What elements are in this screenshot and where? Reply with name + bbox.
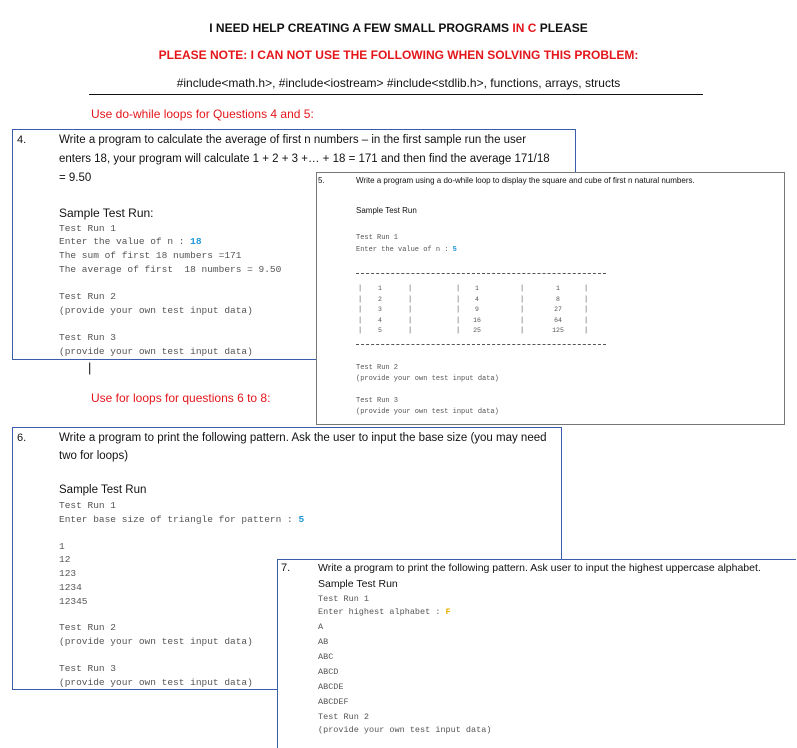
table-separator: | [456,306,461,314]
table-cell: 25 [473,327,481,334]
table-cell: 64 [554,316,562,324]
average-output: The average of first 18 numbers = 9.50 [59,264,282,275]
table-cell: 3 [378,306,382,313]
question-4-text: Write a program to calculate the average of first n numbers – in the first sample run the user [59,134,527,146]
table-border [356,273,606,274]
table-cell: 5 [378,327,382,334]
pattern-line: ABCDEF [318,697,349,707]
question-6-text: two for loops) [59,450,129,462]
table-cell: 16 [473,316,481,324]
prompt-line: Enter base size of triangle for pattern : 5 [59,514,305,525]
pattern-line: 1234 [59,582,82,593]
question-4-text: enters 18, your program will calculate 1 + 2 + 3 +… + 18 = 171 and then find the average 171/18 [59,153,550,165]
test-run-label: Test Run 1 [59,223,117,234]
test-run-label: Test Run 2 [318,712,370,722]
text-cursor: | [88,360,92,375]
table-separator: | [408,327,413,335]
test-run-label: Test Run 1 [318,594,370,604]
sample-title: Sample Test Run [59,484,147,496]
table-cell: 9 [475,306,479,313]
test-run-note: (provide your own test input data) [318,725,492,735]
forbidden-includes: #include<math.h>, #include<iostream> #include<stdlib.h>, functions, arrays, structs [176,76,621,90]
question-5-number: 5. [318,176,325,185]
test-run-note: (provide your own test input data) [356,408,499,416]
table-separator: | [408,306,413,314]
page-title: I NEED HELP CREATING A FEW SMALL PROGRAMS IN C PLEASE [209,21,588,35]
table-separator: | [456,285,461,293]
pattern-line: ABCDE [318,682,344,692]
test-run-note: (provide your own test input data) [356,375,499,383]
table-cell: 1 [378,285,382,292]
test-run-label: Test Run 2 [59,622,117,633]
table-separator: | [584,316,589,325]
table-cell: 125 [552,327,564,334]
table-separator: | [584,285,589,293]
prompt-line: Enter the value of n : 18 [59,236,202,247]
table-separator: | [520,327,525,335]
table-separator: | [520,295,525,304]
pattern-line: 12 [59,554,71,565]
table-separator: | [408,285,413,293]
test-run-label: Test Run 3 [356,397,399,405]
table-cell: 8 [556,295,560,303]
question-4-text: = 9.50 [59,172,92,184]
divider [89,94,703,95]
table-separator: | [584,327,589,335]
table-border [356,344,606,345]
pattern-line: 123 [59,568,77,579]
question-6-text: Write a program to print the following pattern. Ask the user to input the base size (you may need [59,432,547,444]
table-separator: | [408,316,413,325]
table-separator: | [456,327,461,335]
test-run-label: Test Run 1 [356,234,399,242]
table-separator: | [358,306,363,314]
question-7-text: Write a program to print the following pattern. Ask user to input the highest uppercase alphabet. [318,562,761,574]
table-separator: | [358,285,363,293]
pattern-line: 12345 [59,596,88,607]
table-separator: | [520,306,525,314]
table-separator: | [456,316,461,325]
table-separator: | [456,295,461,304]
sample-title: Sample Test Run: [59,206,154,220]
table-separator: | [520,316,525,325]
restriction-note: PLEASE NOTE: I CAN NOT USE THE FOLLOWING WHEN SOLVING THIS PROBLEM: [158,48,639,62]
question-5-text: Write a program using a do-while loop to display the square and cube of first n natural numbers. [356,176,695,185]
question-4-number: 4. [17,134,27,146]
dowhile-note: Use do-while loops for Questions 4 and 5: [91,107,314,121]
test-run-note: (provide your own test input data) [59,677,253,688]
table-separator: | [358,295,363,304]
table-separator: | [358,327,363,335]
table-cell: 2 [378,295,382,303]
pattern-line: A [318,622,324,632]
test-run-label: Test Run 3 [59,663,117,674]
prompt-line: Enter highest alphabet : F [318,607,451,617]
pattern-line: 1 [59,541,65,552]
table-separator: | [584,306,589,314]
test-run-label: Test Run 3 [59,332,117,343]
pattern-line: ABCD [318,667,339,677]
sample-title: Sample Test Run [318,578,398,590]
table-cell: 1 [556,285,560,292]
test-run-label: Test Run 2 [59,291,117,302]
prompt-line: Enter the value of n : 5 [356,246,457,254]
pattern-line: AB [318,637,329,647]
table-separator: | [584,295,589,304]
for-loop-note: Use for loops for questions 6 to 8: [91,391,271,405]
test-run-note: (provide your own test input data) [59,346,253,357]
pattern-line: ABC [318,652,334,662]
test-run-note: (provide your own test input data) [59,636,253,647]
table-cell: 1 [475,285,479,292]
table-separator: | [408,295,413,304]
question-7-number: 7. [281,562,291,574]
test-run-label: Test Run 2 [356,364,399,372]
test-run-label: Test Run 1 [59,500,117,511]
sum-output: The sum of first 18 numbers =171 [59,250,242,261]
table-cell: 4 [475,295,479,303]
table-cell: 4 [378,316,382,324]
table-separator: | [520,285,525,293]
sample-title: Sample Test Run [356,206,417,215]
question-6-number: 6. [17,432,27,444]
table-cell: 27 [554,306,562,313]
table-separator: | [358,316,363,325]
test-run-note: (provide your own test input data) [59,305,253,316]
